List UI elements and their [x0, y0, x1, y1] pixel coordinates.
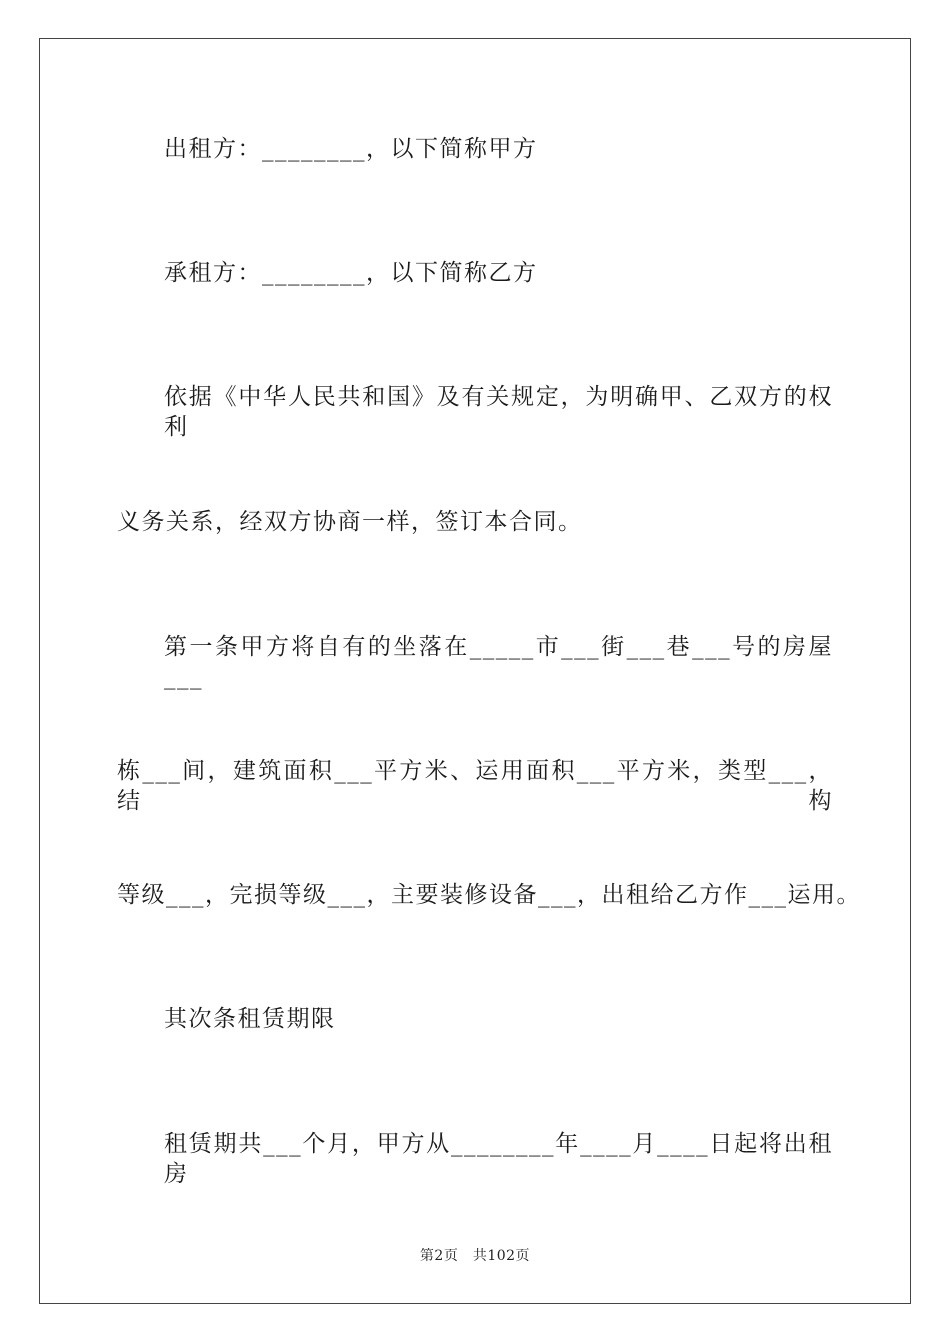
- article-2-line-1: 租赁期共___个月，甲方从________年____月____日起将出租房: [164, 1131, 833, 1187]
- article-1-line-1: 第一条甲方将自有的坐落在_____市___街___巷___号的房屋___: [164, 634, 833, 690]
- lessor-line: 出租方：________，以下简称甲方: [164, 136, 538, 162]
- lessee-line: 承租方：________，以下简称乙方: [164, 260, 538, 286]
- article-1-line-3: 等级___，完损等级___，主要装修设备___，出租给乙方作___运用。: [117, 882, 861, 908]
- article-2-heading: 其次条租赁期限: [164, 1006, 336, 1032]
- preamble-line-1: 依据《中华人民共和国》及有关规定，为明确甲、乙双方的权利: [164, 384, 833, 440]
- page-number-footer: 第2页 共102页: [419, 1248, 531, 1264]
- article-1-line-2: 栋___间，建筑面积___平方米、运用面积___平方米，类型___，结构: [117, 758, 833, 814]
- preamble-line-2: 义务关系，经双方协商一样，签订本合同。: [117, 509, 583, 535]
